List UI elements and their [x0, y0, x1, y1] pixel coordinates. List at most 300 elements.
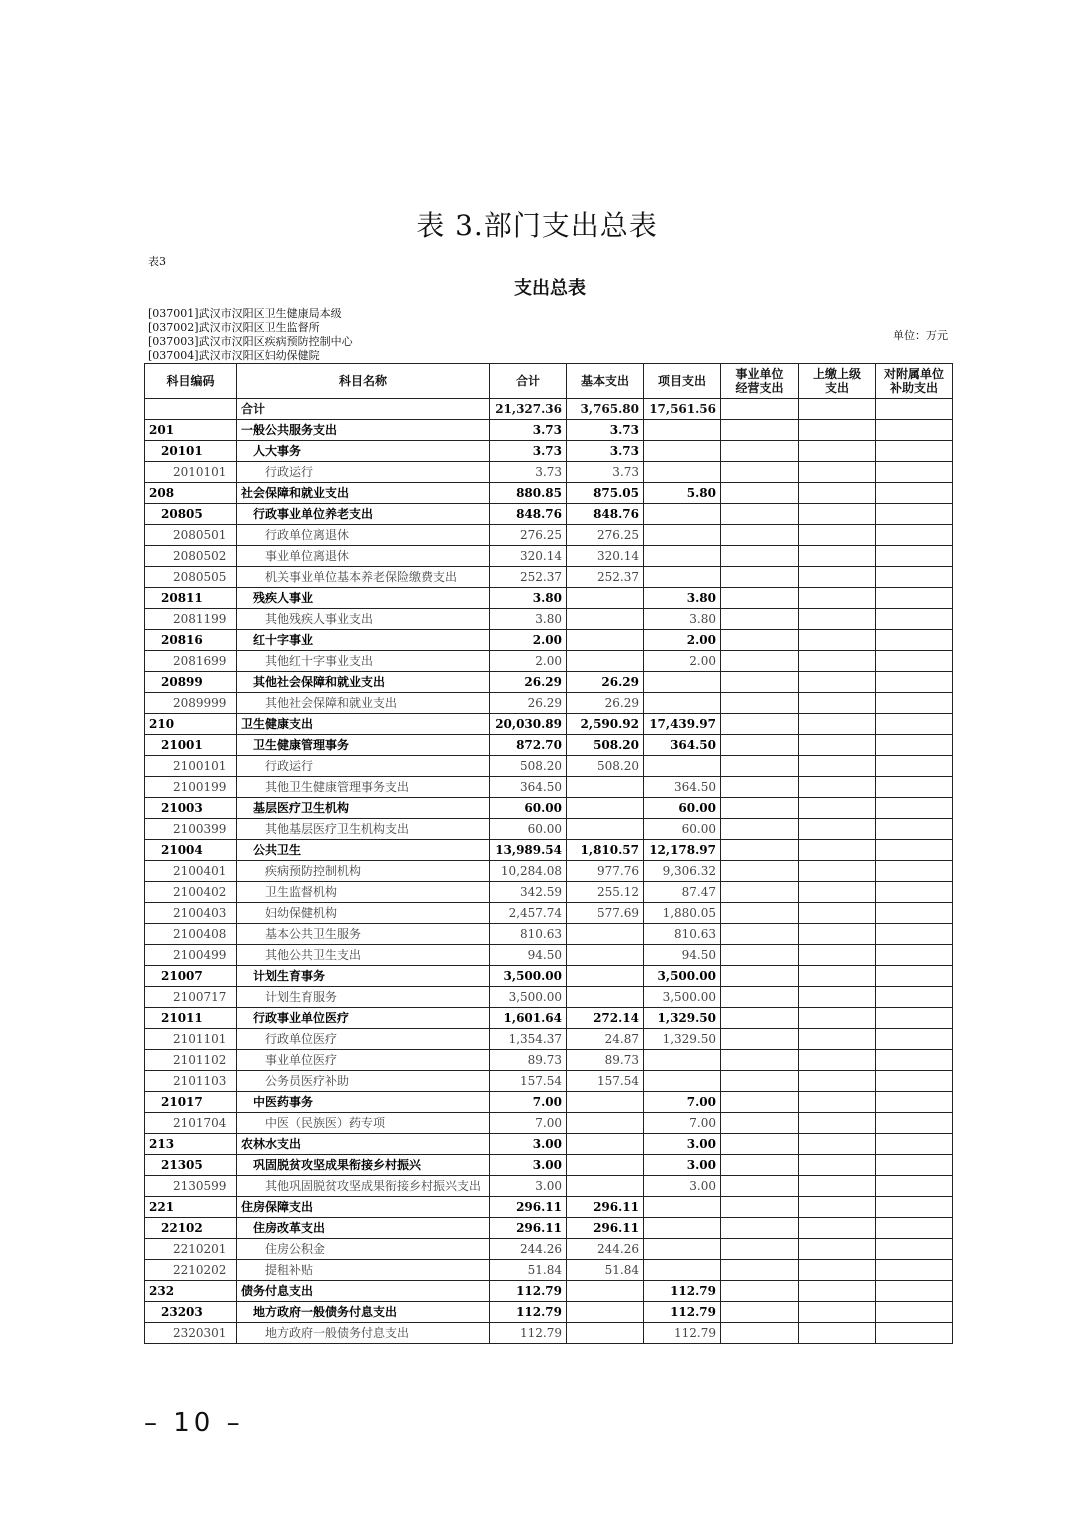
cell-business	[721, 483, 799, 504]
cell-project: 3,500.00	[644, 987, 721, 1008]
document-title: 表 3.部门支出总表	[416, 209, 658, 242]
cell-business	[721, 735, 799, 756]
cell-upper	[799, 1113, 876, 1134]
cell-business	[721, 903, 799, 924]
cell-project: 3.80	[644, 609, 721, 630]
cell-business	[721, 504, 799, 525]
cell-business	[721, 1134, 799, 1155]
table-row	[145, 840, 953, 861]
cell-basic: 26.29	[567, 693, 644, 714]
cell-project: 3.00	[644, 1176, 721, 1197]
cell-total: 51.84	[490, 1260, 567, 1281]
cell-basic: 508.20	[567, 735, 644, 756]
cell-business	[721, 546, 799, 567]
cell-name: 疾病预防控制机构	[237, 861, 490, 882]
cell-project: 60.00	[644, 819, 721, 840]
cell-project: 3.00	[644, 1155, 721, 1176]
cell-basic: 89.73	[567, 1050, 644, 1071]
table-row	[145, 1239, 953, 1260]
cell-basic	[567, 1281, 644, 1302]
table-header-row	[145, 364, 953, 399]
cell-basic: 320.14	[567, 546, 644, 567]
cell-upper	[799, 1134, 876, 1155]
cell-name: 公务员医疗补助	[237, 1071, 490, 1092]
cell-subsidy	[876, 882, 953, 903]
cell-code: 2100402	[145, 882, 237, 903]
cell-code: 2210201	[145, 1239, 237, 1260]
cell-total: 21,327.36	[490, 399, 567, 420]
cell-subsidy	[876, 987, 953, 1008]
cell-project: 364.50	[644, 777, 721, 798]
cell-total: 3.80	[490, 588, 567, 609]
cell-name: 其他社会保障和就业支出	[237, 672, 490, 693]
table-row	[145, 420, 953, 441]
cell-basic	[567, 1113, 644, 1134]
cell-business	[721, 1323, 799, 1344]
cell-total: 26.29	[490, 693, 567, 714]
header-subsidy: 对附属单位 补助支出	[876, 364, 953, 399]
table-row	[145, 1134, 953, 1155]
table-row	[145, 588, 953, 609]
cell-basic	[567, 1134, 644, 1155]
cell-total: 89.73	[490, 1050, 567, 1071]
cell-basic	[567, 1323, 644, 1344]
cell-name: 其他社会保障和就业支出	[237, 693, 490, 714]
table-tag: 表3	[148, 255, 166, 268]
cell-subsidy	[876, 1197, 953, 1218]
table-row	[145, 1092, 953, 1113]
cell-business	[721, 630, 799, 651]
cell-project	[644, 504, 721, 525]
cell-code: 2080502	[145, 546, 237, 567]
cell-upper	[799, 798, 876, 819]
cell-upper	[799, 1176, 876, 1197]
cell-project: 112.79	[644, 1323, 721, 1344]
cell-upper	[799, 945, 876, 966]
cell-basic: 255.12	[567, 882, 644, 903]
cell-total: 276.25	[490, 525, 567, 546]
table-row	[145, 483, 953, 504]
cell-code: 20805	[145, 504, 237, 525]
cell-upper	[799, 567, 876, 588]
cell-business	[721, 1008, 799, 1029]
table-row	[145, 756, 953, 777]
cell-business	[721, 1281, 799, 1302]
cell-total: 1,601.64	[490, 1008, 567, 1029]
cell-code: 21011	[145, 1008, 237, 1029]
cell-basic: 51.84	[567, 1260, 644, 1281]
cell-project	[644, 1197, 721, 1218]
cell-business	[721, 945, 799, 966]
cell-code: 2100401	[145, 861, 237, 882]
cell-basic	[567, 609, 644, 630]
cell-name: 其他基层医疗卫生机构支出	[237, 819, 490, 840]
header-code: 科目编码	[145, 364, 237, 399]
cell-total: 3.80	[490, 609, 567, 630]
cell-project	[644, 462, 721, 483]
cell-name: 机关事业单位基本养老保险缴费支出	[237, 567, 490, 588]
cell-total: 112.79	[490, 1323, 567, 1344]
cell-subsidy	[876, 945, 953, 966]
cell-subsidy	[876, 714, 953, 735]
cell-upper	[799, 441, 876, 462]
cell-basic: 24.87	[567, 1029, 644, 1050]
cell-upper	[799, 1008, 876, 1029]
table-row	[145, 1071, 953, 1092]
cell-total: 157.54	[490, 1071, 567, 1092]
cell-name: 社会保障和就业支出	[237, 483, 490, 504]
cell-name: 地方政府一般债务付息支出	[237, 1302, 490, 1323]
cell-business	[721, 1197, 799, 1218]
cell-code: 2101704	[145, 1113, 237, 1134]
cell-basic: 296.11	[567, 1218, 644, 1239]
cell-subsidy	[876, 525, 953, 546]
unit-line: [037002]武汉市汉阳区卫生监督所	[148, 321, 320, 334]
cell-project	[644, 756, 721, 777]
cell-project	[644, 525, 721, 546]
cell-basic	[567, 651, 644, 672]
table-row	[145, 735, 953, 756]
cell-basic: 3.73	[567, 420, 644, 441]
cell-upper	[799, 1323, 876, 1344]
cell-project: 364.50	[644, 735, 721, 756]
cell-subsidy	[876, 1092, 953, 1113]
table-row	[145, 399, 953, 420]
cell-subsidy	[876, 861, 953, 882]
cell-subsidy	[876, 504, 953, 525]
cell-name: 计划生育事务	[237, 966, 490, 987]
cell-subsidy	[876, 1323, 953, 1344]
cell-code: 2100717	[145, 987, 237, 1008]
cell-subsidy	[876, 546, 953, 567]
cell-upper	[799, 504, 876, 525]
cell-upper	[799, 399, 876, 420]
cell-business	[721, 567, 799, 588]
table-row	[145, 861, 953, 882]
cell-total: 848.76	[490, 504, 567, 525]
cell-total: 2.00	[490, 630, 567, 651]
cell-code: 2010101	[145, 462, 237, 483]
cell-name: 事业单位离退休	[237, 546, 490, 567]
cell-business	[721, 861, 799, 882]
cell-code: 2100499	[145, 945, 237, 966]
cell-code: 221	[145, 1197, 237, 1218]
cell-total: 342.59	[490, 882, 567, 903]
cell-name: 债务付息支出	[237, 1281, 490, 1302]
cell-name: 行政运行	[237, 462, 490, 483]
cell-code: 20101	[145, 441, 237, 462]
cell-code: 2101101	[145, 1029, 237, 1050]
table-row	[145, 966, 953, 987]
cell-business	[721, 840, 799, 861]
cell-project: 5.80	[644, 483, 721, 504]
cell-subsidy	[876, 1155, 953, 1176]
cell-basic	[567, 924, 644, 945]
cell-total: 3.73	[490, 441, 567, 462]
cell-subsidy	[876, 672, 953, 693]
cell-business	[721, 987, 799, 1008]
cell-basic: 252.37	[567, 567, 644, 588]
cell-upper	[799, 777, 876, 798]
cell-subsidy	[876, 399, 953, 420]
cell-basic	[567, 987, 644, 1008]
cell-project	[644, 672, 721, 693]
cell-basic: 577.69	[567, 903, 644, 924]
cell-basic: 3.73	[567, 441, 644, 462]
table-row	[145, 1197, 953, 1218]
cell-subsidy	[876, 462, 953, 483]
cell-total: 3.00	[490, 1155, 567, 1176]
cell-basic	[567, 777, 644, 798]
cell-subsidy	[876, 819, 953, 840]
cell-code: 20811	[145, 588, 237, 609]
cell-basic: 1,810.57	[567, 840, 644, 861]
cell-basic	[567, 945, 644, 966]
header-business: 事业单位 经营支出	[721, 364, 799, 399]
cell-upper	[799, 420, 876, 441]
table-row	[145, 714, 953, 735]
cell-subsidy	[876, 924, 953, 945]
cell-name: 农林水支出	[237, 1134, 490, 1155]
cell-subsidy	[876, 630, 953, 651]
cell-upper	[799, 1071, 876, 1092]
cell-business	[721, 1092, 799, 1113]
cell-name: 行政事业单位医疗	[237, 1008, 490, 1029]
cell-code: 2100199	[145, 777, 237, 798]
table-row	[145, 987, 953, 1008]
cell-subsidy	[876, 1134, 953, 1155]
cell-name: 卫生健康管理事务	[237, 735, 490, 756]
cell-business	[721, 1218, 799, 1239]
cell-subsidy	[876, 1260, 953, 1281]
cell-upper	[799, 1197, 876, 1218]
cell-project: 3,500.00	[644, 966, 721, 987]
cell-business	[721, 588, 799, 609]
cell-name: 其他巩固脱贫攻坚成果衔接乡村振兴支出	[237, 1176, 490, 1197]
cell-code: 213	[145, 1134, 237, 1155]
cell-basic	[567, 1176, 644, 1197]
cell-business	[721, 1050, 799, 1071]
cell-total: 296.11	[490, 1218, 567, 1239]
cell-code: 2101102	[145, 1050, 237, 1071]
cell-upper	[799, 462, 876, 483]
cell-name: 巩固脱贫攻坚成果衔接乡村振兴	[237, 1155, 490, 1176]
cell-name: 公共卫生	[237, 840, 490, 861]
cell-code: 21001	[145, 735, 237, 756]
cell-basic: 296.11	[567, 1197, 644, 1218]
cell-code: 21305	[145, 1155, 237, 1176]
cell-upper	[799, 903, 876, 924]
cell-total: 1,354.37	[490, 1029, 567, 1050]
cell-basic: 508.20	[567, 756, 644, 777]
table-row	[145, 462, 953, 483]
cell-code: 2100403	[145, 903, 237, 924]
table-row	[145, 609, 953, 630]
cell-project: 60.00	[644, 798, 721, 819]
cell-subsidy	[876, 1302, 953, 1323]
header-name: 科目名称	[237, 364, 490, 399]
cell-business	[721, 462, 799, 483]
cell-business	[721, 1071, 799, 1092]
cell-business	[721, 1260, 799, 1281]
cell-subsidy	[876, 1176, 953, 1197]
cell-name: 行政单位医疗	[237, 1029, 490, 1050]
cell-business	[721, 756, 799, 777]
cell-basic	[567, 1155, 644, 1176]
cell-code: 20816	[145, 630, 237, 651]
cell-project: 112.79	[644, 1302, 721, 1323]
table-row	[145, 567, 953, 588]
cell-subsidy	[876, 609, 953, 630]
cell-code: 21007	[145, 966, 237, 987]
cell-code: 21017	[145, 1092, 237, 1113]
header-project: 项目支出	[644, 364, 721, 399]
cell-upper	[799, 693, 876, 714]
cell-subsidy	[876, 588, 953, 609]
cell-name: 残疾人事业	[237, 588, 490, 609]
table-row	[145, 1050, 953, 1071]
table-row	[145, 651, 953, 672]
cell-project	[644, 1071, 721, 1092]
cell-total: 3,500.00	[490, 987, 567, 1008]
cell-project	[644, 546, 721, 567]
cell-name: 人大事务	[237, 441, 490, 462]
cell-project: 17,561.56	[644, 399, 721, 420]
cell-total: 60.00	[490, 798, 567, 819]
cell-code: 2081199	[145, 609, 237, 630]
cell-total: 2,457.74	[490, 903, 567, 924]
cell-subsidy	[876, 777, 953, 798]
cell-code: 210	[145, 714, 237, 735]
table-body	[145, 399, 953, 1344]
unit-line: [037001]武汉市汉阳区卫生健康局本级	[148, 307, 342, 320]
cell-project: 9,306.32	[644, 861, 721, 882]
cell-code: 2081699	[145, 651, 237, 672]
cell-name: 行政运行	[237, 756, 490, 777]
cell-project	[644, 1260, 721, 1281]
cell-name: 红十字事业	[237, 630, 490, 651]
cell-code: 2320301	[145, 1323, 237, 1344]
cell-total: 3.00	[490, 1134, 567, 1155]
cell-subsidy	[876, 903, 953, 924]
cell-name: 基层医疗卫生机构	[237, 798, 490, 819]
cell-upper	[799, 861, 876, 882]
cell-project	[644, 1239, 721, 1260]
cell-name: 中医药事务	[237, 1092, 490, 1113]
cell-upper	[799, 840, 876, 861]
cell-name: 其他公共卫生支出	[237, 945, 490, 966]
cell-business	[721, 966, 799, 987]
cell-total: 94.50	[490, 945, 567, 966]
cell-subsidy	[876, 735, 953, 756]
cell-basic	[567, 966, 644, 987]
header-basic: 基本支出	[567, 364, 644, 399]
cell-name: 卫生监督机构	[237, 882, 490, 903]
expenditure-table	[144, 363, 953, 1344]
cell-business	[721, 1302, 799, 1323]
cell-name: 合计	[237, 399, 490, 420]
table-row	[145, 1113, 953, 1134]
cell-basic: 3,765.80	[567, 399, 644, 420]
cell-project: 17,439.97	[644, 714, 721, 735]
cell-total: 252.37	[490, 567, 567, 588]
cell-project: 2.00	[644, 651, 721, 672]
cell-upper	[799, 1239, 876, 1260]
cell-code: 208	[145, 483, 237, 504]
cell-upper	[799, 882, 876, 903]
cell-business	[721, 924, 799, 945]
cell-total: 244.26	[490, 1239, 567, 1260]
cell-total: 26.29	[490, 672, 567, 693]
cell-total: 2.00	[490, 651, 567, 672]
cell-basic: 848.76	[567, 504, 644, 525]
cell-code: 2089999	[145, 693, 237, 714]
table-row	[145, 1218, 953, 1239]
cell-upper	[799, 819, 876, 840]
cell-code: 2210202	[145, 1260, 237, 1281]
cell-name: 一般公共服务支出	[237, 420, 490, 441]
cell-code: 201	[145, 420, 237, 441]
cell-subsidy	[876, 483, 953, 504]
cell-project: 1,880.05	[644, 903, 721, 924]
cell-total: 112.79	[490, 1302, 567, 1323]
cell-basic: 26.29	[567, 672, 644, 693]
cell-project: 1,329.50	[644, 1008, 721, 1029]
table-row	[145, 1176, 953, 1197]
cell-total: 7.00	[490, 1113, 567, 1134]
cell-total: 3.00	[490, 1176, 567, 1197]
cell-upper	[799, 609, 876, 630]
cell-upper	[799, 1050, 876, 1071]
cell-business	[721, 672, 799, 693]
cell-code: 232	[145, 1281, 237, 1302]
cell-basic: 244.26	[567, 1239, 644, 1260]
cell-business	[721, 525, 799, 546]
table-row	[145, 1281, 953, 1302]
table-row	[145, 693, 953, 714]
cell-subsidy	[876, 756, 953, 777]
cell-basic: 272.14	[567, 1008, 644, 1029]
cell-total: 3.73	[490, 462, 567, 483]
cell-project: 112.79	[644, 1281, 721, 1302]
cell-total: 10,284.08	[490, 861, 567, 882]
unit-line: [037004]武汉市汉阳区妇幼保健院	[148, 349, 320, 362]
cell-project: 87.47	[644, 882, 721, 903]
cell-subsidy	[876, 1008, 953, 1029]
cell-name: 其他卫生健康管理事务支出	[237, 777, 490, 798]
cell-name: 住房保障支出	[237, 1197, 490, 1218]
cell-basic	[567, 798, 644, 819]
table-row	[145, 672, 953, 693]
cell-subsidy	[876, 693, 953, 714]
cell-upper	[799, 546, 876, 567]
cell-code: 2101103	[145, 1071, 237, 1092]
cell-code: 23203	[145, 1302, 237, 1323]
cell-upper	[799, 1281, 876, 1302]
cell-subsidy	[876, 567, 953, 588]
cell-subsidy	[876, 1071, 953, 1092]
cell-business	[721, 420, 799, 441]
cell-name: 住房公积金	[237, 1239, 490, 1260]
cell-total: 872.70	[490, 735, 567, 756]
cell-business	[721, 882, 799, 903]
cell-basic	[567, 630, 644, 651]
cell-total: 508.20	[490, 756, 567, 777]
cell-name: 其他红十字事业支出	[237, 651, 490, 672]
cell-code: 2100399	[145, 819, 237, 840]
cell-subsidy	[876, 1239, 953, 1260]
cell-project	[644, 441, 721, 462]
